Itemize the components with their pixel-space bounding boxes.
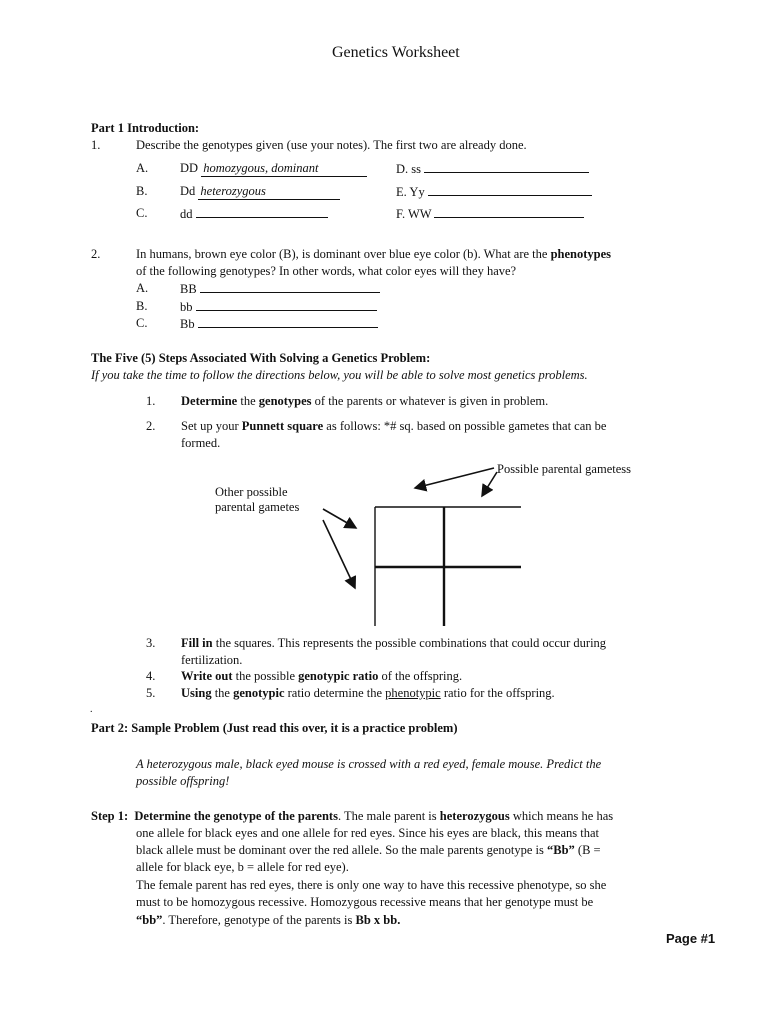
arrow-left-upper: [323, 509, 356, 528]
step1-heading: Determine the genotype of the parents: [134, 809, 338, 823]
step1-text-b: which means he has: [509, 809, 614, 823]
page-title: Genetics Worksheet: [332, 44, 460, 61]
q1-item-c-label: dd: [180, 207, 193, 221]
step-1-text-a: the: [237, 394, 259, 408]
step-5-underline-phenotypic: phenotypic: [385, 686, 441, 700]
q1-item-d-label: D. ss: [396, 162, 422, 176]
step-2-bold-punnett: Punnett square: [241, 419, 324, 433]
stray-mark: .: [90, 704, 93, 715]
step1-line5: The female parent has red eyes, there is only one way to have this recessive phenotype, so she: [136, 878, 607, 892]
step1-line2: one allele for black eyes and one allele for red eyes. Since his eyes are black, this means that: [136, 826, 600, 840]
q1-text: Describe the genotypes given (use your notes). The first two are already done.: [136, 138, 527, 152]
step-4-bold-ratio: genotypic ratio: [298, 669, 379, 683]
q2-item-a-letter: A.: [136, 281, 149, 295]
step-1-number: 1.: [146, 394, 156, 408]
q1-item-a-label: DD: [180, 161, 199, 175]
q1-item-b-answer: heterozygous: [198, 184, 340, 200]
arrow-top-left: [415, 468, 494, 488]
part2-problem-line1: A heterozygous male, black eyed mouse is crossed with a red eyed, female mouse. Predict the: [136, 757, 602, 771]
step-2-line2: formed.: [181, 436, 221, 450]
step1-text-a: . The male parent is: [337, 809, 440, 823]
step1-line7: [136, 913, 400, 928]
step1-bb-genotype: “Bb”: [546, 843, 575, 857]
step1-line1: [91, 809, 613, 824]
step-1-bold-determine: Determine: [181, 394, 238, 408]
step-4-text: [181, 669, 462, 684]
q2-phenotypes-bold: phenotypes: [550, 247, 612, 261]
q2-item-c-letter: C.: [136, 316, 148, 330]
step-1-bold-genotypes: genotypes: [258, 394, 312, 408]
step1-line4: allele for black eye, b = allele for red eye).: [136, 860, 349, 874]
q1-item-a-answer: homozygous, dominant: [201, 161, 367, 177]
arrow-left-lower: [323, 520, 355, 588]
step-5-number: 5.: [146, 686, 156, 700]
step-4-text-a: the possible: [232, 669, 299, 683]
step1-line3-text: black allele must be dominant over the red allele. So the male parents genotype is: [136, 843, 547, 857]
q2-item-a-label: BB: [180, 282, 197, 296]
step-1-text-b: of the parents or whatever is given in problem.: [311, 394, 549, 408]
step-2-number: 2.: [146, 419, 156, 433]
step-3-bold-fillin: Fill in: [181, 636, 213, 650]
step1-line7-text: . Therefore, genotype of the parents is: [162, 913, 356, 927]
step-4-number: 4.: [146, 669, 156, 683]
step-5-text-a: the: [211, 686, 234, 700]
steps-heading: The Five (5) Steps Associated With Solving a Genetics Problem:: [91, 351, 431, 365]
step-4-text-b: of the offspring.: [378, 669, 463, 683]
q1-item-c-letter: C.: [136, 206, 148, 220]
page-number: Page #1: [666, 931, 716, 946]
step-4-bold-writeout: Write out: [181, 669, 233, 683]
part2-heading: Part 2: Sample Problem (Just read this over, it is a practice problem): [91, 721, 458, 735]
step-5-text-c: ratio for the offspring.: [440, 686, 555, 700]
q1-item-b-letter: B.: [136, 184, 148, 198]
q2-item-b-label: bb: [180, 300, 193, 314]
part2-problem-line2: possible offspring!: [136, 774, 230, 788]
q1-item-e-label: E. Yy: [396, 185, 425, 199]
step1-label: Step 1:: [91, 809, 129, 823]
step-5-text: [181, 686, 555, 701]
step-3-text-a: the squares. This represents the possible combinations that could occur during: [212, 636, 607, 650]
step-2-text-a: Set up your: [181, 419, 242, 433]
step1-bold-heterozygous: heterozygous: [439, 809, 510, 823]
step-2-text-b: as follows: *# sq. based on possible gametes that can be: [323, 419, 607, 433]
step1-line6: must to be homozygous recessive. Homozygous recessive means that her genotype must be: [136, 895, 594, 909]
step1-line3: [136, 843, 601, 858]
part1-heading: Part 1 Introduction:: [91, 121, 200, 135]
step-5-bold-using: Using: [181, 686, 212, 700]
q2-line2: of the following genotypes? In other words, what color eyes will they have?: [136, 264, 517, 278]
diagram-label-left-1: Other possible: [215, 485, 288, 499]
step1-cross: Bb x bb.: [355, 913, 401, 927]
step-3-number: 3.: [146, 636, 156, 650]
q2-item-c-label: Bb: [180, 317, 195, 331]
arrow-top-right: [482, 472, 497, 496]
diagram-label-top: Possible parental gametess: [497, 462, 631, 476]
q1-item-b-label: Dd: [180, 184, 196, 198]
step-3-line2: fertilization.: [181, 653, 243, 667]
step-5-text-b: ratio determine the: [284, 686, 386, 700]
diagram-label-left-2: parental gametes: [215, 500, 300, 514]
q1-number: 1.: [91, 138, 101, 152]
q1-item-a-letter: A.: [136, 161, 149, 175]
step-3-text: [181, 636, 606, 651]
steps-subheading: If you take the time to follow the directions below, you will be able to solve most genetics problems.: [91, 368, 588, 382]
step1-line3-end: (B =: [574, 843, 601, 857]
q2-number: 2.: [91, 247, 101, 261]
q2-item-b-letter: B.: [136, 299, 148, 313]
step-5-bold-genotypic: genotypic: [233, 686, 285, 700]
q1-item-f-label: F. WW: [396, 207, 432, 221]
q2-line1-text: In humans, brown eye color (B), is dominant over blue eye color (b). What are the: [136, 247, 551, 261]
step1-female-genotype: “bb”: [136, 913, 163, 927]
